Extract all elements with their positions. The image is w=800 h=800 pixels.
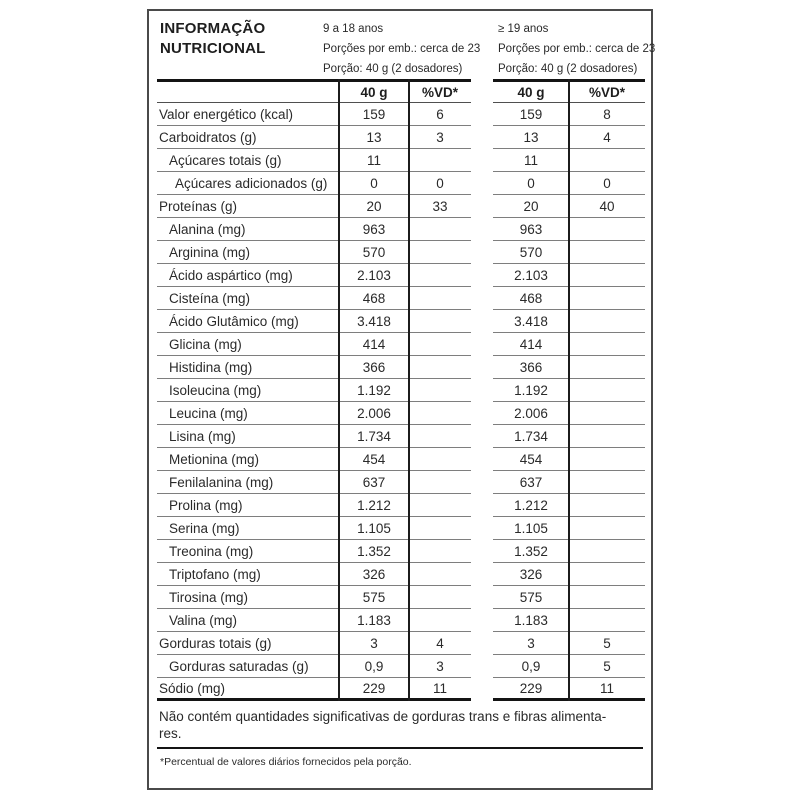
nutrient-row-value-vd-1 <box>409 425 471 448</box>
nutrient-row-label: Metionina (mg) <box>157 448 339 471</box>
nutrient-row-label: Treonina (mg) <box>157 540 339 563</box>
nutrient-row-gap <box>471 448 493 471</box>
serving-info-group2 <box>498 19 655 79</box>
label-title <box>160 19 266 58</box>
nutrient-row-value-vd-2 <box>569 448 645 471</box>
nutrient-row-value-portion-2: 229 <box>493 678 569 701</box>
nutrient-row-value-portion-1: 1.212 <box>339 494 409 517</box>
nutrient-row-gap <box>471 379 493 402</box>
nutrient-row-gap <box>471 126 493 149</box>
nutrient-row-label: Açúcares totais (g) <box>157 149 339 172</box>
nutrient-row-value-portion-2: 366 <box>493 356 569 379</box>
nutrient-row-value-portion-2: 11 <box>493 149 569 172</box>
nutrient-row-value-vd-2: 4 <box>569 126 645 149</box>
divider-portion1-vd1 <box>408 79 410 701</box>
servings-per-pack-group2: Porções por emb.: cerca de 23 <box>498 43 656 55</box>
nutrient-row-label: Carboidratos (g) <box>157 126 339 149</box>
nutrition-label <box>147 9 656 790</box>
nutrient-row-value-portion-1: 454 <box>339 448 409 471</box>
nutrient-row-value-vd-1 <box>409 218 471 241</box>
nutrient-row-value-portion-1: 0 <box>339 172 409 195</box>
nutrient-row-label: Sódio (mg) <box>157 678 339 701</box>
nutrient-row-value-vd-2 <box>569 494 645 517</box>
nutrient-row-label: Triptofano (mg) <box>157 563 339 586</box>
nutrient-row-value-vd-1 <box>409 264 471 287</box>
nutrient-row-value-vd-2 <box>569 471 645 494</box>
column-header-empty <box>157 79 339 103</box>
nutrient-row-gap <box>471 425 493 448</box>
nutrient-row-label: Ácido aspártico (mg) <box>157 264 339 287</box>
nutrient-row-gap <box>471 402 493 425</box>
nutrient-table-wrap <box>149 79 651 701</box>
nutrient-row-value-portion-1: 229 <box>339 678 409 701</box>
nutrient-row-value-vd-1: 11 <box>409 678 471 701</box>
nutrient-row-value-portion-1: 570 <box>339 241 409 264</box>
nutrient-row-gap <box>471 241 493 264</box>
nutrient-row-value-vd-2 <box>569 287 645 310</box>
nutrient-row-gap <box>471 264 493 287</box>
nutrient-row-gap <box>471 103 493 126</box>
nutrient-row-value-portion-2: 454 <box>493 448 569 471</box>
nutrient-row-value-portion-2: 2.103 <box>493 264 569 287</box>
nutrient-row-gap <box>471 310 493 333</box>
serving-info-group1 <box>323 19 480 79</box>
nutrient-row-gap <box>471 632 493 655</box>
nutrient-row-value-vd-1 <box>409 586 471 609</box>
nutrient-row-label: Lisina (mg) <box>157 425 339 448</box>
nutrient-row-gap <box>471 195 493 218</box>
nutrient-row-value-vd-2 <box>569 149 645 172</box>
nutrient-row-value-portion-1: 414 <box>339 333 409 356</box>
nutrient-row-value-portion-2: 963 <box>493 218 569 241</box>
servings-per-pack-group1: Porções por emb.: cerca de 23 <box>323 43 481 55</box>
nutrient-row-value-portion-1: 13 <box>339 126 409 149</box>
nutrient-row-value-vd-2: 8 <box>569 103 645 126</box>
trans-fat-note-line2: res. <box>159 726 182 741</box>
nutrient-row-value-vd-1: 0 <box>409 172 471 195</box>
nutrient-row-value-portion-1: 2.006 <box>339 402 409 425</box>
nutrient-row-value-vd-2 <box>569 333 645 356</box>
nutrient-row-value-portion-1: 1.183 <box>339 609 409 632</box>
nutrient-row-label: Proteínas (g) <box>157 195 339 218</box>
nutrient-row-label: Isoleucina (mg) <box>157 379 339 402</box>
nutrient-row-value-vd-2 <box>569 241 645 264</box>
nutrient-row-value-vd-2 <box>569 425 645 448</box>
nutrient-row-value-vd-1 <box>409 241 471 264</box>
nutrient-row-label: Ácido Glutâmico (mg) <box>157 310 339 333</box>
nutrient-row-value-vd-1 <box>409 310 471 333</box>
daily-value-footnote: *Percentual de valores diários fornecidos pela porção. <box>160 756 412 768</box>
trans-fat-note-line1: Não contém quantidades significativas de gorduras trans e fibras alimenta- <box>159 709 607 724</box>
nutrient-row-value-vd-1 <box>409 356 471 379</box>
nutrient-row-value-portion-1: 1.192 <box>339 379 409 402</box>
portion-size-group1: Porção: 40 g (2 dosadores) <box>323 63 463 75</box>
nutrient-row-value-vd-2 <box>569 264 645 287</box>
nutrient-row-label: Arginina (mg) <box>157 241 339 264</box>
nutrient-row-value-portion-1: 1.352 <box>339 540 409 563</box>
nutrient-row-value-vd-2 <box>569 586 645 609</box>
nutrient-row-label: Açúcares adicionados (g) <box>157 172 339 195</box>
nutrient-row-value-vd-1 <box>409 471 471 494</box>
nutrient-row-value-portion-2: 1.352 <box>493 540 569 563</box>
nutrient-row-value-portion-2: 1.212 <box>493 494 569 517</box>
nutrient-row-value-portion-1: 1.734 <box>339 425 409 448</box>
nutrient-row-value-portion-2: 1.192 <box>493 379 569 402</box>
nutrient-row-value-vd-1: 3 <box>409 655 471 678</box>
nutrient-row-label: Gorduras totais (g) <box>157 632 339 655</box>
nutrient-row-gap <box>471 655 493 678</box>
nutrient-row-value-vd-2 <box>569 218 645 241</box>
label-title-line1: INFORMAÇÃO <box>160 20 266 37</box>
column-header-portion-2: 40 g <box>493 79 569 103</box>
nutrient-row-label: Histidina (mg) <box>157 356 339 379</box>
nutrient-row-gap <box>471 517 493 540</box>
trans-fat-note <box>149 701 651 742</box>
nutrient-row-value-vd-2 <box>569 356 645 379</box>
nutrient-row-value-vd-2 <box>569 379 645 402</box>
nutrient-row-value-portion-1: 575 <box>339 586 409 609</box>
nutrient-row-value-portion-2: 0 <box>493 172 569 195</box>
age-range-group1: 9 a 18 anos <box>323 23 384 35</box>
nutrient-row-gap <box>471 218 493 241</box>
column-header-vd-2: %VD* <box>569 79 645 103</box>
nutrient-row-gap <box>471 563 493 586</box>
nutrient-row-value-portion-1: 963 <box>339 218 409 241</box>
nutrient-row-value-portion-1: 468 <box>339 287 409 310</box>
nutrient-row-value-vd-2: 5 <box>569 632 645 655</box>
nutrient-row-value-portion-2: 326 <box>493 563 569 586</box>
nutrient-row-label: Gorduras saturadas (g) <box>157 655 339 678</box>
nutrient-row-value-portion-2: 159 <box>493 103 569 126</box>
divider-portion2-vd2 <box>568 79 570 701</box>
nutrient-row-value-vd-1: 4 <box>409 632 471 655</box>
nutrient-row-value-portion-1: 0,9 <box>339 655 409 678</box>
nutrient-row-value-vd-2 <box>569 540 645 563</box>
nutrient-row-value-portion-2: 414 <box>493 333 569 356</box>
nutrient-row-value-vd-2 <box>569 609 645 632</box>
nutrient-row-value-portion-2: 1.734 <box>493 425 569 448</box>
nutrient-row-label: Tirosina (mg) <box>157 586 339 609</box>
nutrient-row-value-vd-2: 5 <box>569 655 645 678</box>
nutrient-row-value-vd-2: 0 <box>569 172 645 195</box>
nutrient-row-value-portion-1: 3 <box>339 632 409 655</box>
nutrient-row-value-vd-1 <box>409 448 471 471</box>
nutrient-row-gap <box>471 586 493 609</box>
nutrient-row-value-portion-2: 575 <box>493 586 569 609</box>
nutrient-row-label: Prolina (mg) <box>157 494 339 517</box>
nutrient-row-value-portion-1: 637 <box>339 471 409 494</box>
nutrient-row-value-portion-2: 1.183 <box>493 609 569 632</box>
label-title-line2: NUTRICIONAL <box>160 39 266 57</box>
nutrient-row-label: Leucina (mg) <box>157 402 339 425</box>
nutrient-row-value-vd-1 <box>409 517 471 540</box>
age-range-group2: ≥ 19 anos <box>498 23 549 35</box>
nutrient-row-value-portion-2: 570 <box>493 241 569 264</box>
nutrient-row-value-portion-1: 11 <box>339 149 409 172</box>
nutrient-row-value-portion-1: 3.418 <box>339 310 409 333</box>
nutrient-row-value-vd-2: 11 <box>569 678 645 701</box>
nutrient-row-gap <box>471 471 493 494</box>
nutrient-row-value-vd-1 <box>409 149 471 172</box>
nutrient-row-value-portion-2: 0,9 <box>493 655 569 678</box>
nutrient-row-value-portion-1: 326 <box>339 563 409 586</box>
nutrient-row-value-portion-1: 20 <box>339 195 409 218</box>
nutrient-row-value-vd-2 <box>569 402 645 425</box>
nutrient-row-value-portion-2: 637 <box>493 471 569 494</box>
column-header-portion-1: 40 g <box>339 79 409 103</box>
nutrient-row-value-portion-2: 468 <box>493 287 569 310</box>
nutrient-row-value-vd-1 <box>409 379 471 402</box>
nutrient-row-label: Fenilalanina (mg) <box>157 471 339 494</box>
nutrient-row-value-portion-2: 20 <box>493 195 569 218</box>
nutrient-row-value-vd-1: 6 <box>409 103 471 126</box>
nutrient-row-value-vd-2 <box>569 517 645 540</box>
nutrient-row-value-portion-2: 3.418 <box>493 310 569 333</box>
nutrient-row-label: Valor energético (kcal) <box>157 103 339 126</box>
nutrient-row-value-portion-1: 1.105 <box>339 517 409 540</box>
nutrient-row-value-portion-2: 1.105 <box>493 517 569 540</box>
nutrient-row-value-portion-2: 13 <box>493 126 569 149</box>
nutrient-row-gap <box>471 678 493 701</box>
nutrient-row-value-portion-2: 2.006 <box>493 402 569 425</box>
nutrient-row-value-portion-1: 2.103 <box>339 264 409 287</box>
nutrient-row-value-vd-1 <box>409 494 471 517</box>
nutrient-row-value-vd-1 <box>409 563 471 586</box>
nutrient-row-label: Alanina (mg) <box>157 218 339 241</box>
nutrient-row-value-vd-2 <box>569 563 645 586</box>
nutrient-row-value-vd-1 <box>409 333 471 356</box>
nutrient-row-value-vd-2 <box>569 310 645 333</box>
nutrient-row-value-portion-2: 3 <box>493 632 569 655</box>
nutrient-row-value-portion-1: 159 <box>339 103 409 126</box>
nutrient-row-value-vd-1 <box>409 609 471 632</box>
nutrient-row-gap <box>471 540 493 563</box>
nutrient-row-value-vd-1: 33 <box>409 195 471 218</box>
nutrient-row-gap <box>471 287 493 310</box>
nutrient-row-gap <box>471 356 493 379</box>
label-header <box>149 11 656 79</box>
nutrient-row-gap <box>471 149 493 172</box>
nutrient-row-value-portion-1: 366 <box>339 356 409 379</box>
nutrient-row-gap <box>471 494 493 517</box>
divider-label-portion1 <box>338 79 340 701</box>
nutrient-row-label: Valina (mg) <box>157 609 339 632</box>
nutrient-row-value-vd-2: 40 <box>569 195 645 218</box>
nutrient-row-value-vd-1 <box>409 402 471 425</box>
nutrient-row-label: Glicina (mg) <box>157 333 339 356</box>
nutrient-row-label: Cisteína (mg) <box>157 287 339 310</box>
column-header-vd-1: %VD* <box>409 79 471 103</box>
column-gap <box>471 79 493 103</box>
nutrient-row-gap <box>471 172 493 195</box>
nutrient-row-gap <box>471 609 493 632</box>
nutrient-row-value-vd-1 <box>409 287 471 310</box>
nutrient-row-gap <box>471 333 493 356</box>
nutrient-row-value-vd-1: 3 <box>409 126 471 149</box>
nutrient-row-value-vd-1 <box>409 540 471 563</box>
nutrient-table <box>149 79 651 701</box>
nutrient-row-label: Serina (mg) <box>157 517 339 540</box>
portion-size-group2: Porção: 40 g (2 dosadores) <box>498 63 638 75</box>
